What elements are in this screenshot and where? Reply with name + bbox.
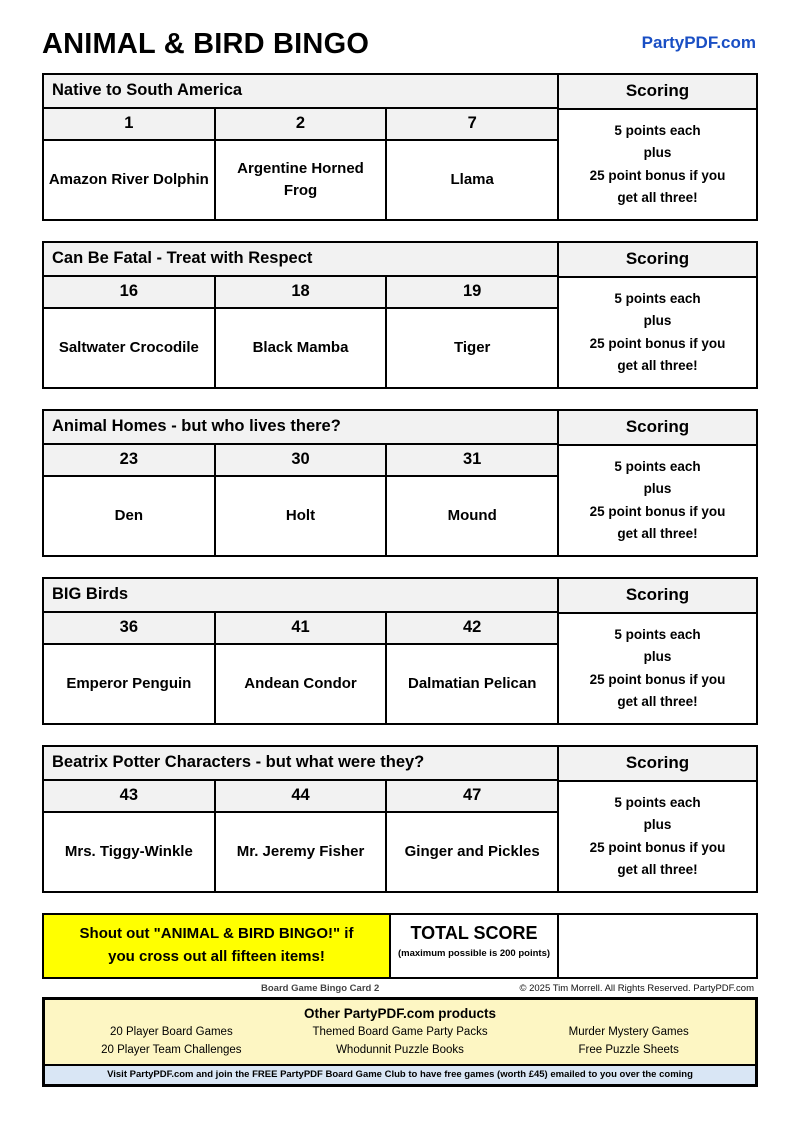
promo-column (57, 1024, 286, 1060)
bingo-block-left (44, 243, 559, 387)
credits-row (46, 983, 754, 994)
item-number[interactable]: 36 (44, 613, 216, 643)
category-label: Beatrix Potter Characters - but what were they? (44, 747, 557, 781)
bingo-block (42, 241, 758, 389)
brand-link[interactable]: PartyPDF.com (641, 33, 756, 52)
total-score-input[interactable] (559, 915, 756, 977)
scoring-panel (559, 411, 756, 555)
promo-column (514, 1024, 743, 1060)
item-name[interactable]: Llama (450, 171, 494, 189)
scoring-line-4: get all three! (617, 861, 698, 877)
scoring-body (559, 446, 756, 555)
scoring-body (559, 614, 756, 723)
scoring-line-4: get all three! (617, 189, 698, 205)
name-row (44, 645, 557, 723)
number-row (44, 781, 557, 813)
item-name[interactable]: Tiger (453, 339, 491, 357)
promo-box (42, 997, 758, 1087)
bingo-block-left (44, 75, 559, 219)
promo-club-strip[interactable]: Visit PartyPDF.com and join the FREE PartyPDF Board Game Club to have free games (worth £45) emailed to you over the coming (45, 1064, 755, 1084)
promo-item[interactable]: Whodunnit Puzzle Books (336, 1043, 464, 1056)
scoring-line-3: 25 point bonus if you (589, 503, 726, 519)
page-header (28, 24, 772, 59)
item-number[interactable]: 23 (44, 445, 216, 475)
scoring-panel (559, 75, 756, 219)
item-name[interactable]: Emperor Penguin (44, 645, 216, 723)
item-name[interactable]: Mrs. Tiggy-Winkle (44, 813, 216, 891)
item-name[interactable]: Den (44, 477, 216, 555)
name-row (44, 309, 557, 387)
item-name[interactable]: Amazon River Dolphin (44, 141, 216, 219)
scoring-line-3: 25 point bonus if you (589, 167, 726, 183)
scoring-line-1: 5 points each (614, 626, 701, 642)
scoring-line-1: 5 points each (614, 122, 701, 138)
bingo-block-left (44, 747, 559, 891)
scoring-body (559, 782, 756, 891)
item-number[interactable]: 16 (44, 277, 216, 307)
item-number[interactable]: 18 (216, 277, 388, 307)
promo-item[interactable]: Themed Board Game Party Packs (312, 1026, 488, 1038)
total-score-label-cell (391, 915, 559, 977)
scoring-panel (559, 579, 756, 723)
item-name[interactable]: Dalmatian Pelican (407, 675, 537, 693)
promo-grid (45, 1024, 755, 1064)
scoring-line-2: plus (643, 145, 672, 161)
scoring-heading: Scoring (559, 579, 756, 614)
category-label: BIG Birds (44, 579, 557, 613)
item-number[interactable]: 42 (463, 618, 482, 636)
scoring-line-2: plus (643, 481, 672, 497)
item-name[interactable]: Mound (447, 507, 497, 525)
scoring-body (559, 278, 756, 387)
scoring-line-1: 5 points each (614, 794, 701, 810)
item-name[interactable]: Black Mamba (216, 309, 388, 387)
card-id-label: Board Game Bingo Card 2 (261, 983, 380, 994)
number-row (44, 109, 557, 141)
name-row (44, 141, 557, 219)
item-number[interactable]: 1 (44, 109, 216, 139)
scoring-panel (559, 243, 756, 387)
number-row (44, 445, 557, 477)
bingo-block (42, 745, 758, 893)
scoring-body (559, 110, 756, 219)
item-number[interactable]: 47 (463, 786, 482, 804)
promo-title: Other PartyPDF.com products (303, 1006, 497, 1021)
shout-total-row (42, 913, 758, 979)
copyright-label: © 2025 Tim Morrell. All Rights Reserved. PartyPDF.com (519, 983, 754, 994)
promo-item[interactable]: 20 Player Board Games (109, 1026, 233, 1038)
scoring-line-4: get all three! (617, 693, 698, 709)
scoring-heading: Scoring (559, 411, 756, 446)
item-number[interactable]: 43 (44, 781, 216, 811)
bingo-block-left (44, 411, 559, 555)
bingo-block (42, 409, 758, 557)
bingo-block (42, 73, 758, 221)
promo-column (286, 1024, 515, 1060)
item-number[interactable]: 7 (467, 114, 477, 132)
page-title: ANIMAL & BIRD BINGO (42, 28, 370, 60)
scoring-line-2: plus (643, 313, 672, 329)
bingo-block (42, 577, 758, 725)
scoring-line-3: 25 point bonus if you (589, 671, 726, 687)
total-score-max-note: (maximum possible is 200 points) (397, 948, 551, 959)
item-name[interactable]: Mr. Jeremy Fisher (216, 813, 388, 891)
item-name[interactable]: Saltwater Crocodile (44, 309, 216, 387)
promo-item[interactable]: 20 Player Team Challenges (101, 1043, 242, 1056)
promo-item[interactable]: Free Puzzle Sheets (578, 1043, 679, 1056)
item-number[interactable]: 44 (216, 781, 388, 811)
scoring-line-2: plus (643, 649, 672, 665)
category-label: Native to South America (44, 75, 557, 109)
scoring-line-3: 25 point bonus if you (589, 335, 726, 351)
item-number[interactable]: 2 (216, 109, 388, 139)
name-row (44, 477, 557, 555)
category-label: Animal Homes - but who lives there? (44, 411, 557, 445)
scoring-heading: Scoring (559, 747, 756, 782)
category-label: Can Be Fatal - Treat with Respect (44, 243, 557, 277)
item-number[interactable]: 19 (463, 282, 482, 300)
number-row (44, 277, 557, 309)
scoring-panel (559, 747, 756, 891)
bingo-block-left (44, 579, 559, 723)
item-name[interactable]: Holt (216, 477, 388, 555)
item-name[interactable]: Ginger and Pickles (404, 843, 540, 861)
scoring-line-1: 5 points each (614, 290, 701, 306)
total-score-label: TOTAL SCORE (410, 923, 538, 943)
item-number[interactable]: 41 (216, 613, 388, 643)
scoring-line-4: get all three! (617, 525, 698, 541)
shout-line-1: Shout out "ANIMAL & BIRD BINGO!" if (79, 925, 354, 942)
promo-item[interactable]: Murder Mystery Games (568, 1026, 689, 1038)
name-row (44, 813, 557, 891)
item-name[interactable]: Andean Condor (216, 645, 388, 723)
scoring-heading: Scoring (559, 75, 756, 110)
scoring-line-1: 5 points each (614, 458, 701, 474)
item-number[interactable]: 30 (216, 445, 388, 475)
scoring-line-4: get all three! (617, 357, 698, 373)
item-number[interactable]: 31 (463, 450, 482, 468)
scoring-line-3: 25 point bonus if you (589, 839, 726, 855)
item-name[interactable]: Argentine Horned Frog (216, 141, 388, 219)
number-row (44, 613, 557, 645)
scoring-line-2: plus (643, 817, 672, 833)
scoring-heading: Scoring (559, 243, 756, 278)
shout-line-2: you cross out all fifteen items! (108, 947, 325, 965)
shout-out-banner (44, 915, 391, 977)
